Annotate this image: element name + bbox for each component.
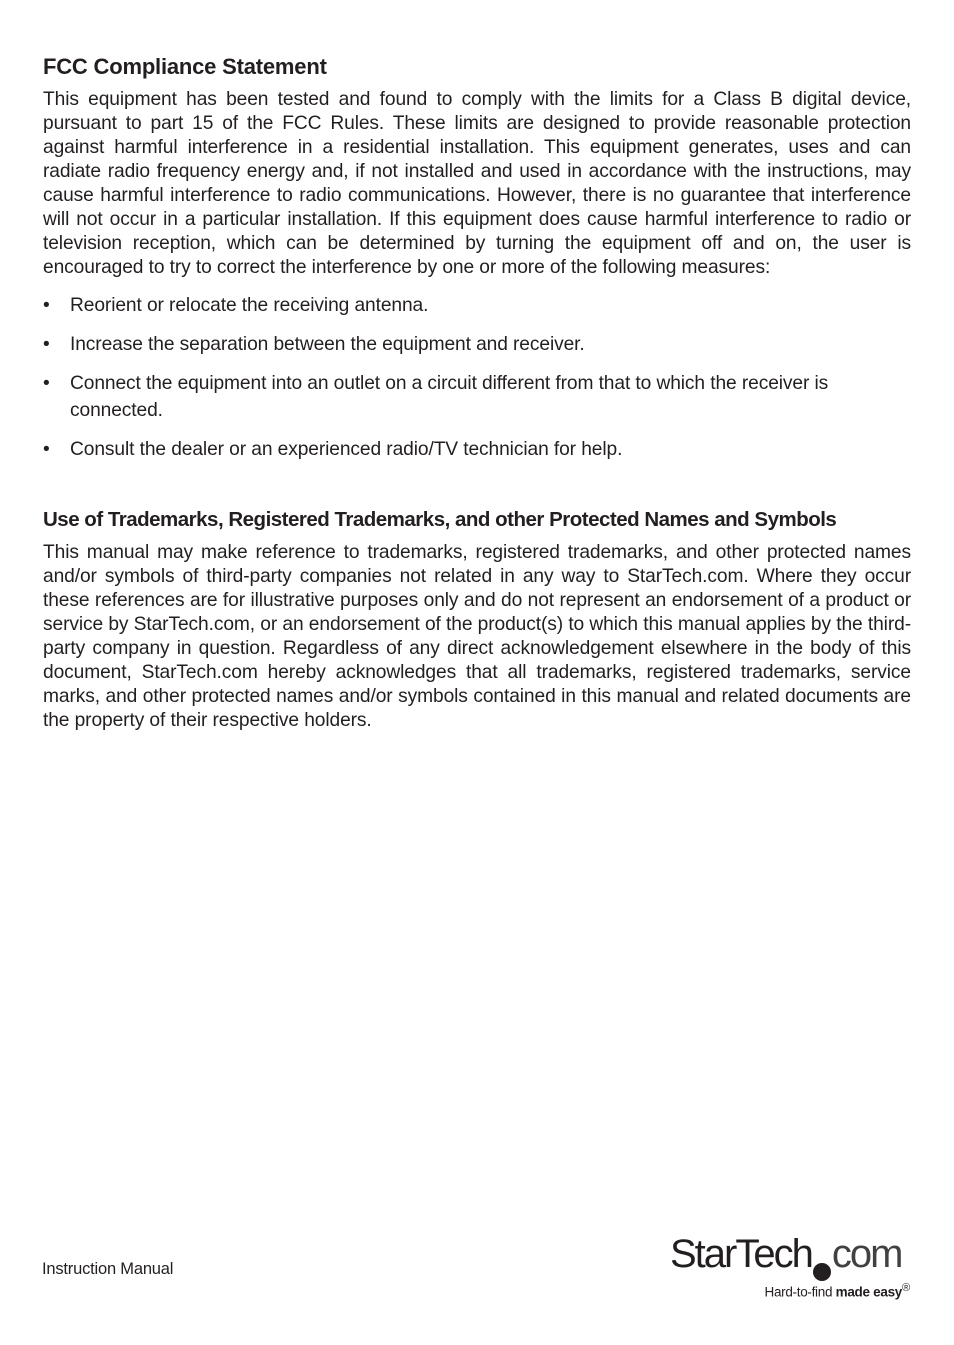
list-item <box>43 370 911 424</box>
list-item <box>43 292 911 319</box>
logo-wordmark <box>670 1228 901 1281</box>
bullet-icon: • <box>43 295 50 316</box>
fcc-heading: FCC Compliance Statement <box>43 54 327 79</box>
footer-label: Instruction Manual <box>42 1260 174 1278</box>
tagline-bold: made easy <box>835 1284 902 1300</box>
bullet-icon: • <box>43 439 50 460</box>
measure-text: Increase the separation between the equipment and receiver. <box>70 334 585 355</box>
fcc-measures-list <box>43 292 911 463</box>
logo-tagline <box>765 1282 911 1300</box>
list-item <box>43 436 911 463</box>
logo-suffix: com <box>831 1232 902 1276</box>
trademarks-paragraph: This manual may make reference to trademarks, registered trademarks, and other protected names and/or symbols of third-party companies not related in any way to StarTech.com. Where they occur these references are for illustrative purposes only and do not represent an endorsement of a product or service by StarTech.com, or an endorsement of the product(s) to which this manual applies by the third-party company in question. Regardless of any direct acknowledgement elsewhere in the body of this document, StarTech.com hereby acknowledges that all trademarks, registered trademarks, service marks, and other protected names and/or symbols contained in this manual and related documents are the property of their respective holders. <box>43 542 911 731</box>
registered-mark: ® <box>902 1282 910 1294</box>
bullet-icon: • <box>43 334 50 355</box>
fcc-paragraph: This equipment has been tested and found to comply with the limits for a Class B digital device, pursuant to part 15 of the FCC Rules. These limits are designed to provide reasonable protection against harmful interference in a residential installation. This equipment generates, uses and can radiate radio frequency energy and, if not installed and used in accordance with the instructions, may cause harmful interference to radio communications. However, there is no guarantee that interference will not occur in a particular installation. If this equipment does cause harmful interference to radio or television reception, which can be determined by turning the equipment off and on, the user is encouraged to try to correct the interference by one or more of the following measures: <box>43 89 911 278</box>
document-page <box>43 52 911 733</box>
measure-text: Reorient or relocate the receiving antenna. <box>70 295 429 316</box>
bullet-icon: • <box>43 373 50 394</box>
tagline-plain: Hard-to-find <box>764 1284 836 1300</box>
logo-dot-icon <box>813 1263 831 1281</box>
measure-text: Connect the equipment into an outlet on a circuit different from that to which the receiver is connected. <box>70 373 829 421</box>
logo-name: StarTech <box>670 1232 812 1276</box>
measure-text: Consult the dealer or an experienced radio/TV technician for help. <box>70 439 623 460</box>
trademarks-heading: Use of Trademarks, Registered Trademarks, and other Protected Names and Symbols <box>43 508 837 531</box>
list-item <box>43 331 911 358</box>
startech-logo <box>668 1228 913 1308</box>
